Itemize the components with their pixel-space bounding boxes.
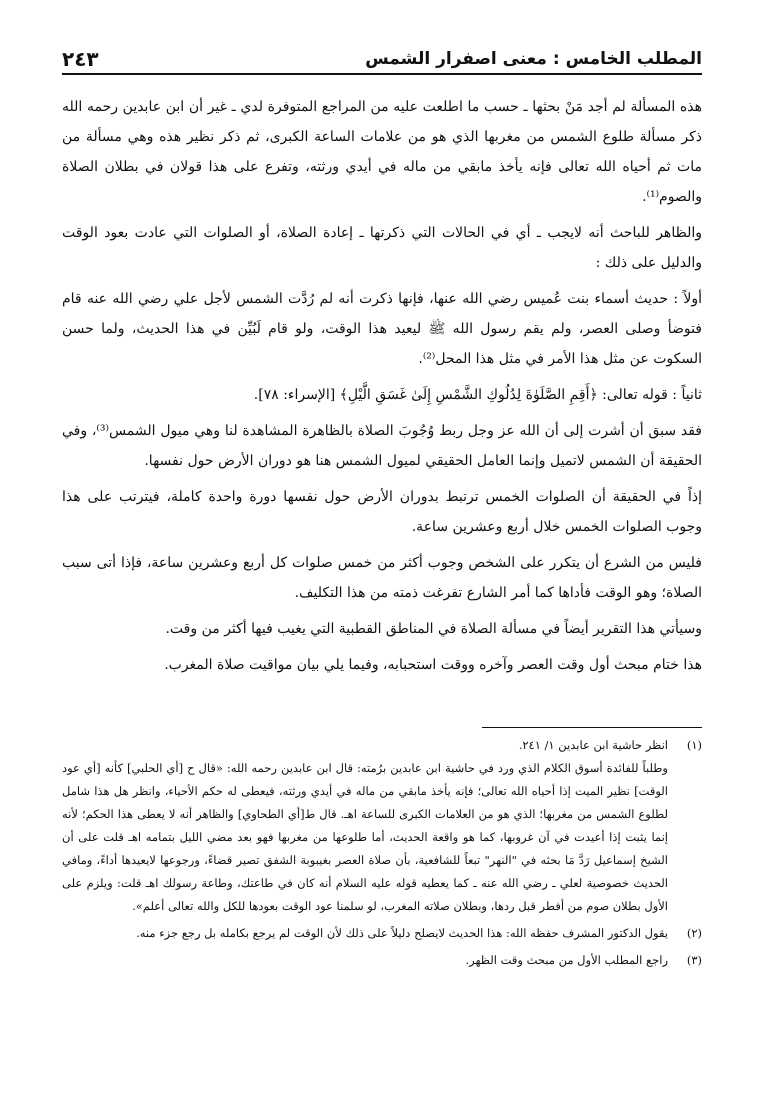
footnote-divider bbox=[482, 727, 702, 728]
footnote bbox=[62, 922, 702, 945]
paragraph: وسيأتي هذا التقرير أيضاً في مسألة الصلاة في المناطق القطبية التي يغيب فيها أكثر من وقت. bbox=[165, 621, 702, 637]
footnote-text: يقول الدكتور المشرف حفظه الله: هذا الحديث لايصلح دليلاً على ذلك لأن الوقت لم يرجع بكامله بل رجع جزء منه. bbox=[136, 926, 668, 940]
paragraph: فليس من الشرع أن يتكرر على الشخص وجوب أكثر من خمس صلوات كل أربع وعشرين ساعة، فإذا أتى سبب الصلاة؛ وهو الوقت فأداها كما أمر الشارع تفرغت ذمته من هذا التكليف. bbox=[62, 555, 702, 601]
footnote-number: (٣) bbox=[686, 953, 702, 967]
footnote bbox=[62, 734, 702, 918]
main-text bbox=[62, 92, 702, 686]
paragraph: ثانياً : قوله تعالى: ﴿أَقِمِ الصَّلَوٰةَ لِدُلُوكِ الشَّمْسِ إِلَىٰ غَسَقِ الَّيْلِ﴾ [الإسراء: ٧٨]. bbox=[253, 387, 702, 403]
header-divider bbox=[62, 73, 702, 75]
paragraph: إذاً في الحقيقة أن الصلوات الخمس ترتبط بدوران الأرض حول نفسها دورة واحدة كاملة، فيترتب على هذا وجوب الصلوات الخمس خلال أربع وعشرين ساعة. bbox=[62, 489, 702, 535]
section-title: المطلب الخامس : معنى اصفرار الشمس bbox=[365, 49, 702, 69]
footnote-text: انظر حاشية ابن عابدين ١/ ٢٤١. وطلباً للفائدة أسوق الكلام الذي ورد في حاشية ابن عابدين برُمته: قال ابن عابدين رحمه الله: «قال ح [أي الحلبي] كأنه [أي عود الوقت] نظير الميت إذا أحياه الله تعالى؛ فإنه يأخذ مابقي من ماله في أيدي ورثته، فيعطى له حكم الأحياء، وانظر هل هذا شامل لطلوع الشمس من مغربها؛ الذي هو من العلامات الكبرى للساعة اهـ. قال ط[أي الطحاوي] والظاهر أنه لا يعطى هذا الحكم؛ لأنه إنما يثبت إذا أعيدت في آن غروبها، كما هو واقعة الحديث، أما طلوعها من مغربها فهو بعد مضي الليل بتمامه اهـ قلت على أن الشيخ إسماعيل رَدَّ مَا بحثه في "النهر" تبعاً للشافعية، بأن صلاة العصر بغيبوبة الشفق تصير قضاءً، ورجوعها لايعيدها أداءً، ومافي الحديث خصوصية لعلي ـ رضي الله عنه ـ كما يعطيه قوله عليه السلام أنه كان في طاعتك، وطاعة رسولك اهـ قلت: ويلزم على الأول بطلان صوم من أفطر قبل ردها، وبطلان صلاته المغرب، لو سلمنا عود الوقت بعودها للكل والله تعالى أعلم». bbox=[62, 738, 668, 913]
footnote-text: راجع المطلب الأول من مبحث وقت الظهر. bbox=[465, 953, 668, 967]
footnotes bbox=[62, 734, 702, 976]
page-number: ٢٤٣ bbox=[62, 47, 99, 71]
paragraph: هذا ختام مبحث أول وقت العصر وآخره ووقت استحبابه، وفيما يلي بيان مواقيت صلاة المغرب. bbox=[164, 657, 702, 673]
paragraph: والظاهر للباحث أنه لايجب ـ أي في الحالات التي ذكرتها ـ إعادة الصلاة، أو الصلوات التي عادت بعود الوقت والدليل على ذلك : bbox=[62, 225, 702, 271]
paragraph: هذه المسألة لم أجد مَنْ بحثها ـ حسب ما اطلعت عليه من المراجع المتوفرة لدي ـ غير أن ابن عابدين رحمه الله ذكر مسألة طلوع الشمس من مغربها الذي هو من علامات الساعة الكبرى، ثم ذكر نظير هذه وهي مسألة من مات ثم أحياه الله تعالى فإنه يأخذ مابقي من ماله في أيدي ورثته، وتفرع على هذا قولان في بطلان الصلاة والصوم⁽¹⁾. bbox=[62, 99, 702, 205]
footnote-number: (١) bbox=[686, 738, 702, 752]
paragraph: أولاً : حديث أسماء بنت عُميس رضي الله عنها، فإنها ذكرت أنه لم رُدَّت الشمس لأجل علي رضي الله عنه قام فتوضأ وصلى العصر، ولم يقم رسول الله ﷺ ليعيد هذا الوقت، ولو قام لَبُيِّن في هذا الحديث، ولما حسن السكوت عن مثل هذا الأمر في مثل هذا المحل⁽²⁾. bbox=[62, 291, 702, 367]
footnote bbox=[62, 949, 702, 972]
paragraph: فقد سبق أن أشرت إلى أن الله عز وجل ربط وُجُوبَ الصلاة بالظاهرة المشاهدة لنا وهي ميول الشمس⁽³⁾، وفي الحقيقة أن الشمس لاتميل وإنما العامل الحقيقي لميول الشمس هنا هو دوران الأرض حول نفسها. bbox=[62, 423, 702, 469]
footnote-number: (٢) bbox=[686, 926, 702, 940]
